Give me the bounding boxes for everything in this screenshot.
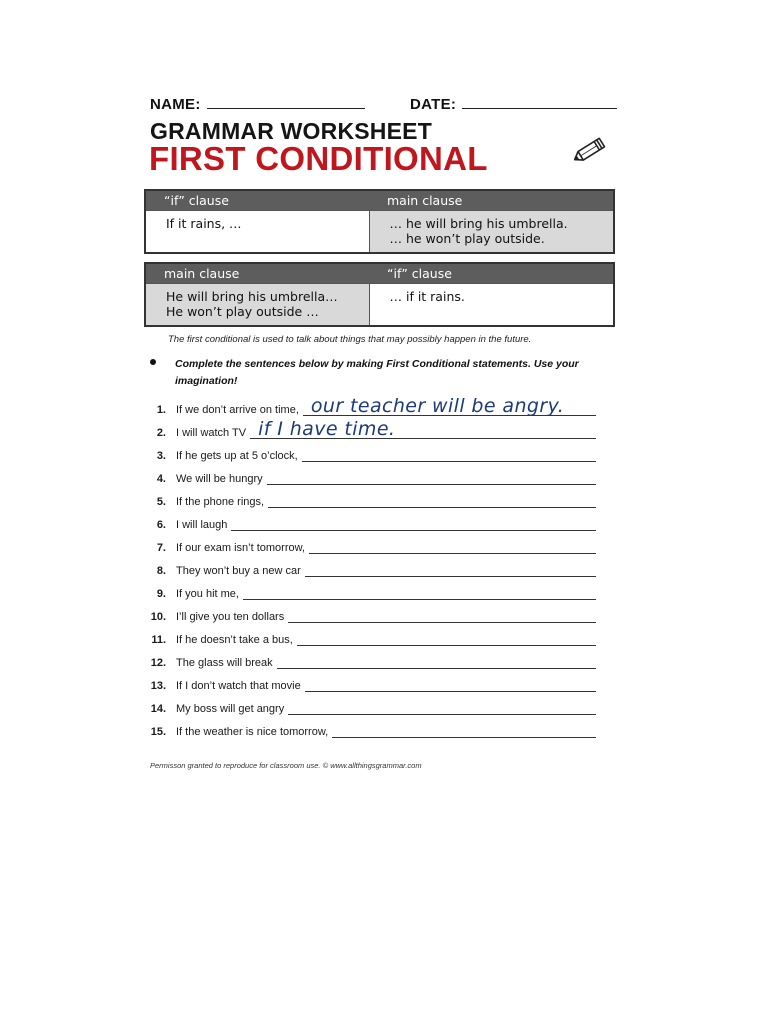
question-number: 6. <box>156 519 166 531</box>
date-field <box>410 96 617 113</box>
question-row <box>144 538 596 556</box>
name-field <box>150 96 365 113</box>
instructions: Complete the sentences below by making First Conditional statements. Use your imagination! <box>175 358 579 387</box>
answer-blank[interactable] <box>231 516 596 531</box>
question-line <box>176 677 596 692</box>
pencil-icon <box>566 130 614 170</box>
question-row <box>144 676 596 694</box>
question-number: 5. <box>156 496 166 508</box>
question-number: 14. <box>150 703 166 715</box>
answer-blank[interactable] <box>288 608 596 623</box>
question-prompt: I will watch TV <box>176 427 247 439</box>
question-prompt: If the phone rings, <box>176 496 265 508</box>
table1-main-line: … he won’t play outside. <box>389 231 545 246</box>
answer-blank[interactable] <box>305 677 596 692</box>
table2-if-cell <box>369 284 614 327</box>
table1-if-line: If it rains, … <box>166 216 242 231</box>
question-line <box>176 608 596 623</box>
usage-note: The first conditional is used to talk about things that may possibly happen in the future. <box>168 334 532 345</box>
question-prompt: They won’t buy a new car <box>176 565 301 577</box>
question-prompt: If the weather is nice tomorrow, <box>176 726 329 738</box>
question-line <box>176 395 596 417</box>
question-row <box>144 584 596 602</box>
question-number: 11. <box>151 634 166 646</box>
question-prompt: If he gets up at 5 o’clock, <box>176 450 298 462</box>
question-row <box>144 446 596 464</box>
if-main-clause-table <box>144 189 615 254</box>
answer-blank[interactable] <box>250 418 596 440</box>
table2-main-cell <box>145 284 369 327</box>
question-prompt: I will laugh <box>176 519 228 531</box>
question-row <box>144 607 596 625</box>
question-prompt: The glass will break <box>176 657 273 669</box>
answer-blank[interactable] <box>309 539 596 554</box>
question-row <box>144 515 596 533</box>
question-row <box>144 630 596 648</box>
answer-blank[interactable] <box>288 700 596 715</box>
question-prompt: If we don’t arrive on time, <box>176 404 299 416</box>
question-number: 3. <box>156 450 166 462</box>
question-line <box>176 539 596 554</box>
question-line <box>176 470 596 485</box>
answer-blank[interactable] <box>302 447 596 462</box>
question-prompt: If I don’t watch that movie <box>176 680 301 692</box>
question-row <box>144 653 596 671</box>
question-number: 12. <box>150 657 166 669</box>
table2-main-line: He will bring his umbrella… <box>166 289 338 304</box>
question-line <box>176 562 596 577</box>
answer-blank[interactable] <box>305 562 596 577</box>
question-row <box>144 418 596 441</box>
answer-blank[interactable] <box>277 654 596 669</box>
question-row <box>144 469 596 487</box>
question-line <box>176 700 596 715</box>
answer-blank[interactable] <box>268 493 596 508</box>
table1-main-cell <box>369 211 614 254</box>
question-line <box>176 447 596 462</box>
question-prompt: If he doesn’t take a bus, <box>176 634 293 646</box>
table1-header-if: “if” clause <box>145 190 369 211</box>
worksheet-title: GRAMMAR WORKSHEET <box>150 118 432 144</box>
question-line <box>176 723 596 738</box>
worksheet-topic: FIRST CONDITIONAL <box>149 140 488 177</box>
date-blank[interactable] <box>462 96 617 109</box>
question-line <box>176 516 596 531</box>
bullet-icon <box>150 359 156 365</box>
handwritten-answer: if I have time. <box>258 418 396 440</box>
date-label: DATE: <box>410 96 457 113</box>
question-line <box>176 585 596 600</box>
question-prompt: If our exam isn’t tomorrow, <box>176 542 305 554</box>
answer-blank[interactable] <box>243 585 596 600</box>
copyright-footer: Permisson granted to reproduce for classroom use. © www.allthingsgrammar.com <box>150 761 422 770</box>
question-row <box>144 699 596 717</box>
question-row <box>144 395 596 418</box>
question-row <box>144 492 596 510</box>
table1-if-cell <box>145 211 369 254</box>
table2-header-main: main clause <box>145 263 369 284</box>
question-number: 8. <box>156 565 166 577</box>
question-number: 7. <box>156 542 166 554</box>
handwritten-answer: our teacher will be angry. <box>310 395 565 417</box>
answer-blank[interactable] <box>303 395 596 417</box>
answer-blank[interactable] <box>297 631 596 646</box>
answer-blank[interactable] <box>267 470 596 485</box>
table2-main-line: He won’t play outside … <box>166 304 319 319</box>
question-line <box>176 493 596 508</box>
table1-main-line: … he will bring his umbrella. <box>389 216 568 231</box>
table2-header-if: “if” clause <box>369 263 614 284</box>
question-number: 10. <box>150 611 166 623</box>
question-line <box>176 418 596 440</box>
table2-if-line: … if it rains. <box>389 289 465 304</box>
question-row <box>144 561 596 579</box>
question-prompt: I’ll give you ten dollars <box>176 611 285 623</box>
question-row <box>144 722 596 740</box>
question-number: 9. <box>156 588 166 600</box>
question-line <box>176 654 596 669</box>
name-blank[interactable] <box>207 96 365 109</box>
name-label: NAME: <box>150 96 201 113</box>
question-prompt: My boss will get angry <box>176 703 285 715</box>
question-number: 1. <box>156 404 166 416</box>
question-number: 2. <box>156 427 166 439</box>
main-if-clause-table <box>144 262 615 327</box>
table1-header-main: main clause <box>369 190 614 211</box>
question-prompt: We will be hungry <box>176 473 263 485</box>
question-line <box>176 631 596 646</box>
question-number: 15. <box>150 726 166 738</box>
answer-blank[interactable] <box>332 723 596 738</box>
question-prompt: If you hit me, <box>176 588 239 600</box>
question-number: 13. <box>150 680 166 692</box>
question-number: 4. <box>156 473 166 485</box>
